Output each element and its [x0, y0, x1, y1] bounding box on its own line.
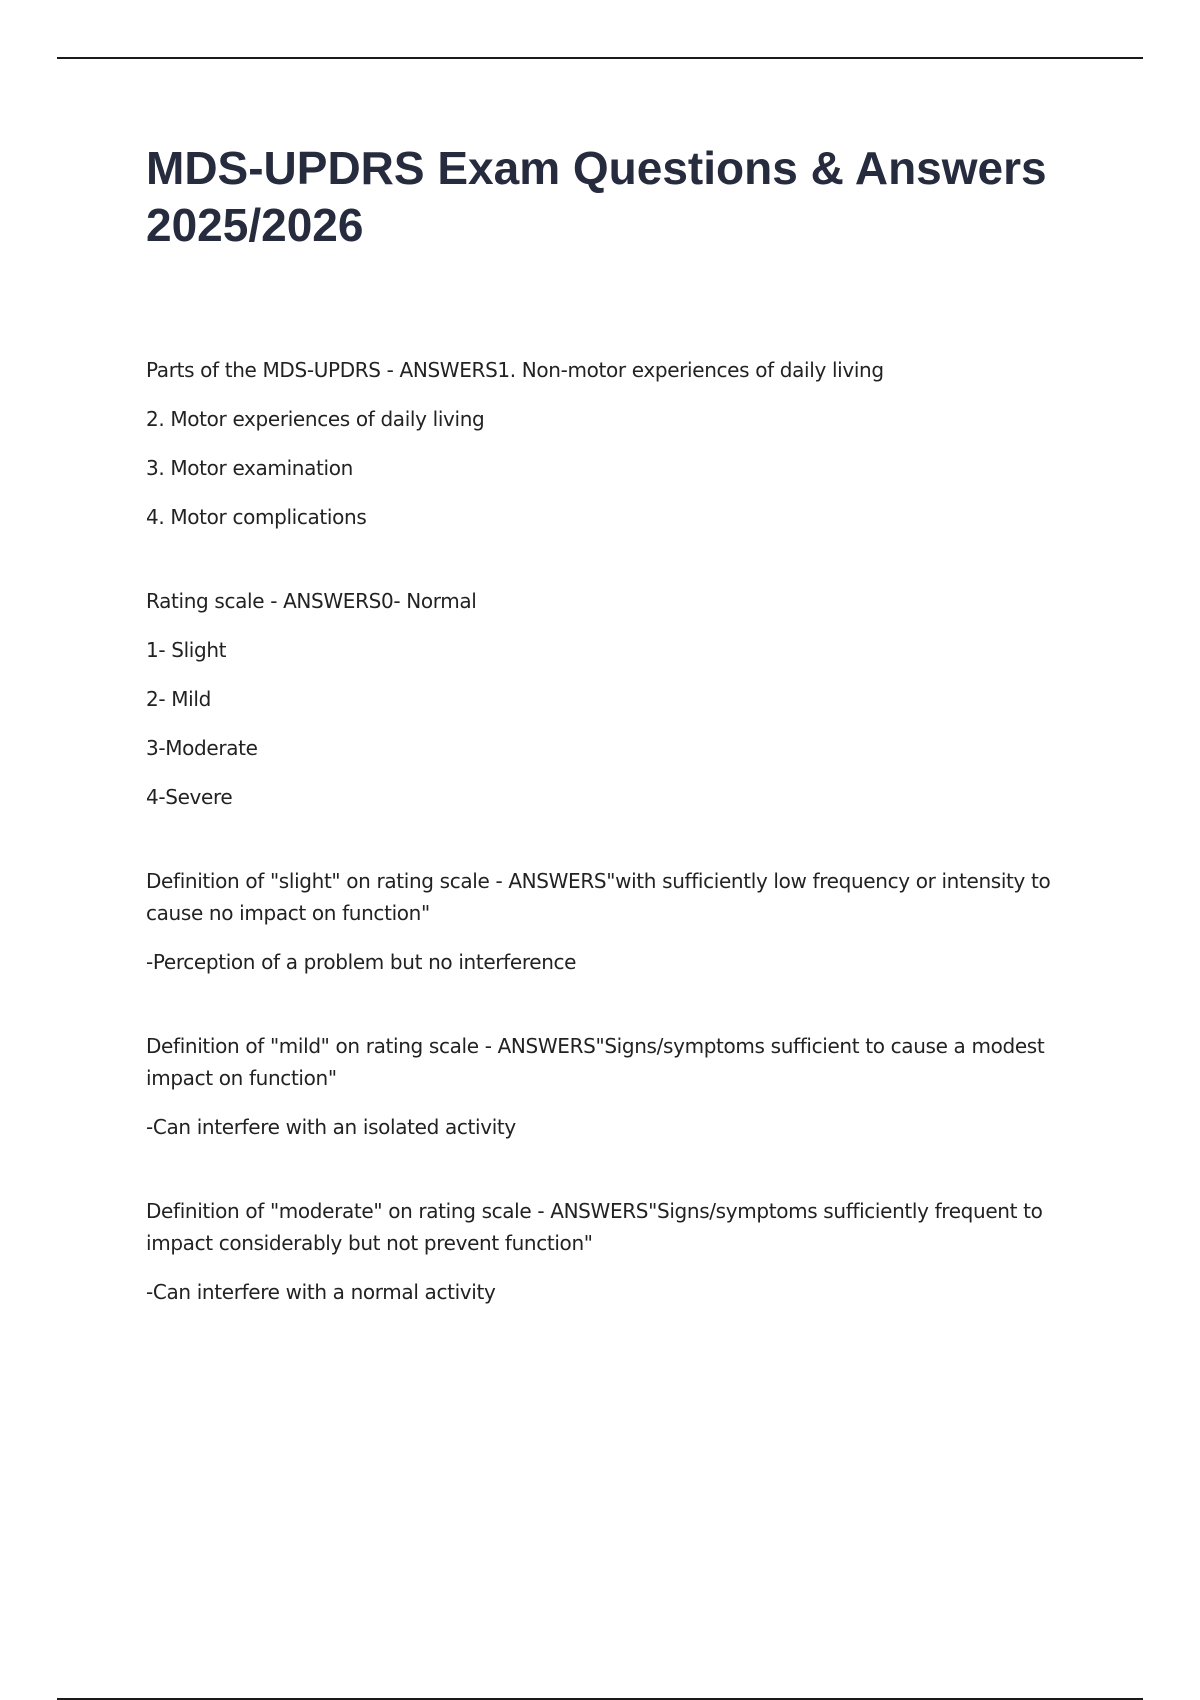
question-text: Definition of "slight" on rating scale [146, 869, 490, 893]
qa-item-rating-scale [146, 585, 1086, 813]
qa-first-line [146, 1195, 1086, 1259]
answer-separator: - ANSWERS [264, 589, 381, 613]
answer-line: 1- Slight [146, 638, 227, 662]
top-divider [57, 57, 1143, 59]
qa-first-line [146, 354, 1086, 386]
question-text: Definition of "mild" on rating scale [146, 1034, 479, 1058]
answer-line: 2. Motor experiences of daily living [146, 407, 485, 431]
answer-line: 0- Normal [380, 589, 477, 613]
question-text: Definition of "moderate" on rating scale [146, 1199, 532, 1223]
answer-line: -Can interfere with an isolated activity [146, 1115, 516, 1139]
answer-line: 2- Mild [146, 687, 211, 711]
answer-line: -Can interfere with a normal activity [146, 1280, 496, 1304]
qa-item-parts [146, 354, 1086, 533]
answer-line: 3. Motor examination [146, 456, 353, 480]
answer-line: 4-Severe [146, 785, 233, 809]
qa-first-line [146, 1030, 1086, 1094]
answer-line: 1. Non-motor experiences of daily living [497, 358, 884, 382]
answer-line: "Signs/symptoms sufficiently frequent to impact considerably but not prevent function" [146, 1199, 1043, 1255]
qa-first-line [146, 865, 1086, 929]
answer-separator: - ANSWERS [531, 1199, 649, 1223]
document-title: MDS-UPDRS Exam Questions & Answers 2025/2026 [146, 142, 1047, 251]
qa-item-mild [146, 1030, 1086, 1143]
document-body [146, 140, 1086, 1360]
answer-line: 4. Motor complications [146, 505, 367, 529]
qa-list [146, 354, 1086, 1308]
qa-item-slight [146, 865, 1086, 978]
answer-line: 3-Moderate [146, 736, 258, 760]
answer-line: "Signs/symptoms sufficient to cause a modest impact on function" [146, 1034, 1045, 1090]
answer-line: -Perception of a problem but no interference [146, 950, 577, 974]
answer-separator: - ANSWERS [489, 869, 607, 893]
answer-separator: - ANSWERS [380, 358, 498, 382]
question-text: Rating scale [146, 589, 265, 613]
question-text: Parts of the MDS-UPDRS [146, 358, 381, 382]
qa-first-line [146, 585, 1086, 617]
answer-line: "with sufficiently low frequency or intensity to cause no impact on function" [146, 869, 1051, 925]
answer-separator: - ANSWERS [478, 1034, 596, 1058]
qa-item-moderate [146, 1195, 1086, 1308]
